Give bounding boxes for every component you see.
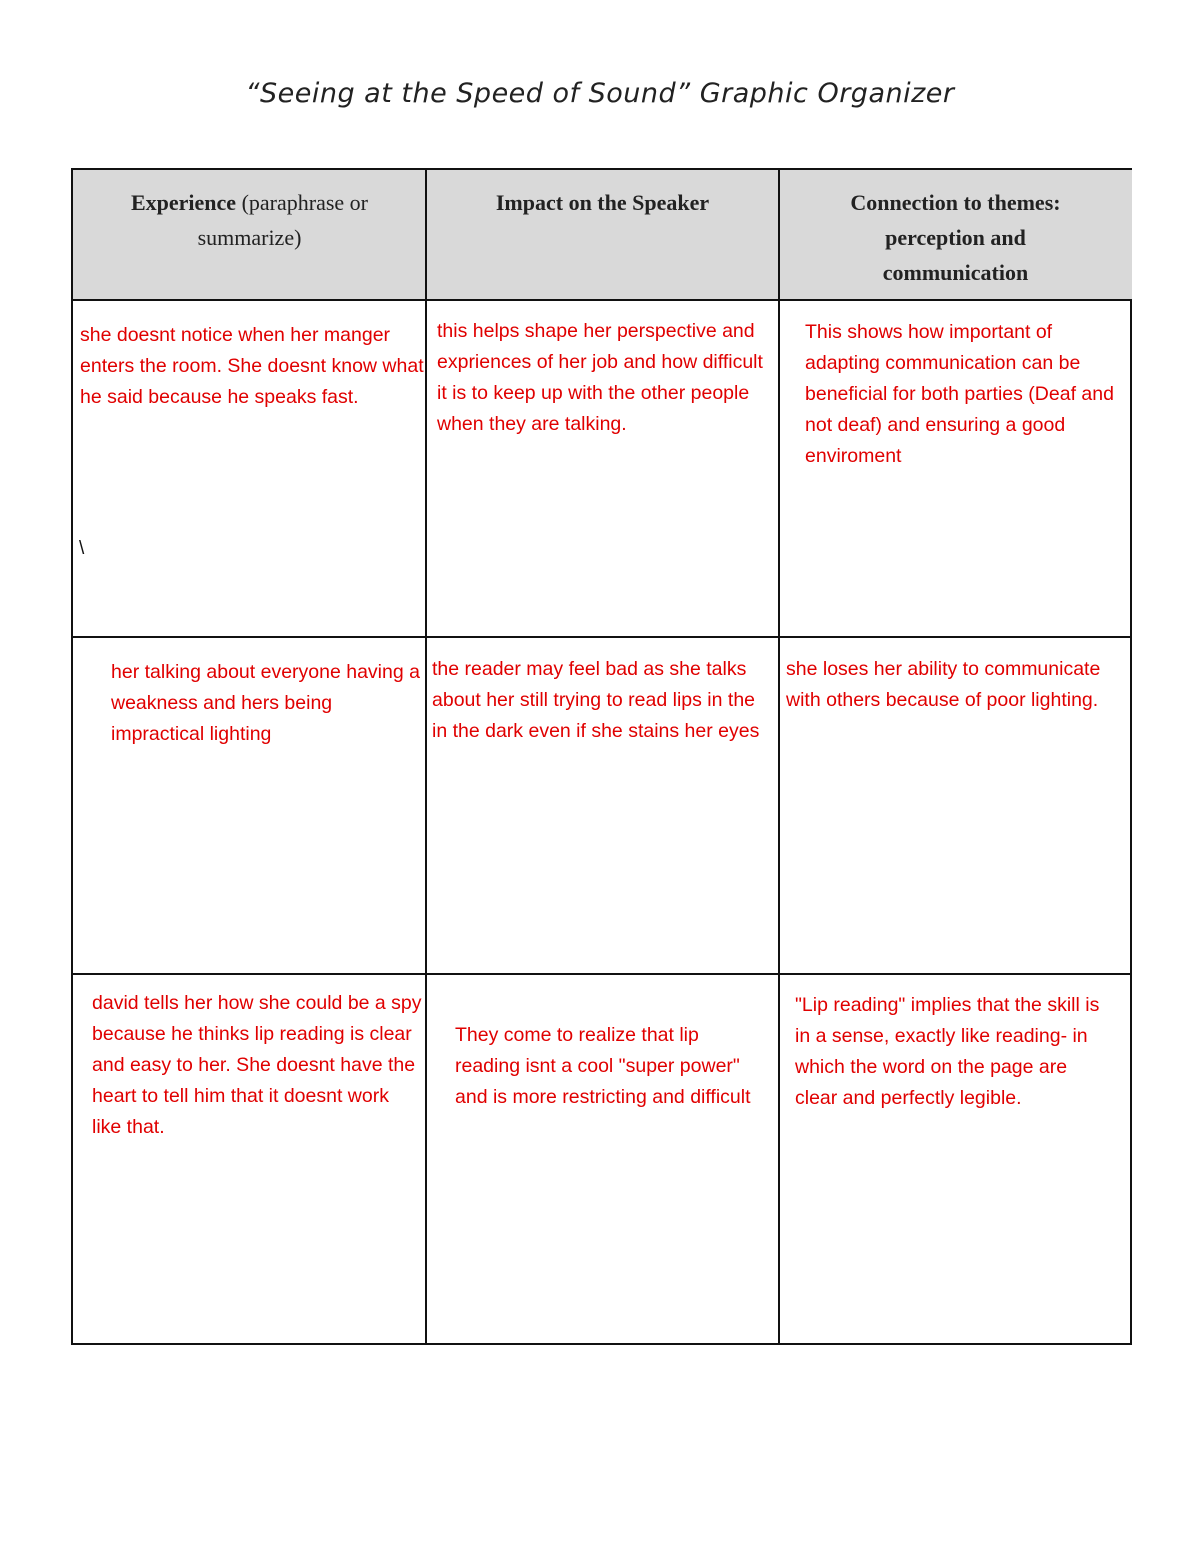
row-divider [73,636,1130,638]
row1-experience-extra: \ [79,538,85,559]
row3-connection-text: "Lip reading" implies that the skill is in a sense, exactly like reading- in which the word on the page are clear and perfectly legible. [795,994,1100,1109]
row-divider [73,973,1130,975]
row1-experience-text: she doesnt notice when her manger enters the room. She doesnt know what he said because he speaks fast. [80,324,424,408]
page-title: “Seeing at the Speed of Sound” Graphic Organizer [245,78,955,109]
row3-experience-text: david tells her how she could be a spy because he thinks lip reading is clear and easy to her. She doesnt have the heart to tell him that it doesnt work like that. [92,992,422,1138]
header-experience-bold: Experience [130,190,237,215]
graphic-organizer-table [71,168,1132,1345]
row2-connection-text: she loses her ability to communicate with others because of poor lighting. [786,658,1101,711]
header-impact-bold: Impact on the Speaker [495,190,710,215]
row1-connection-text: This shows how important of adapting communication can be beneficial for both parties (Deaf and not deaf) and ensuring a good enviroment [805,321,1114,467]
column-divider [778,170,780,1343]
header-experience-note: (paraphrase or summarize) [197,190,369,250]
row-divider [73,299,1130,301]
row2-experience-text: her talking about everyone having a weakness and hers being impractical lighting [111,661,420,745]
header-impact [426,170,779,299]
row3-impact-text: They come to realize that lip reading isnt a cool "super power" and is more restricting and difficult [455,1024,751,1108]
column-divider [425,170,427,1343]
row2-impact-text: the reader may feel bad as she talks about her still trying to read lips in the in the dark even if she stains her eyes [432,658,760,742]
header-experience [73,170,426,299]
header-connection [779,170,1132,299]
header-connection-bold: Connection to themes: perception and communication [850,190,1061,285]
row1-impact-text: this helps shape her perspective and expriences of her job and how difficult it is to keep up with the other people when they are talking. [437,320,763,435]
